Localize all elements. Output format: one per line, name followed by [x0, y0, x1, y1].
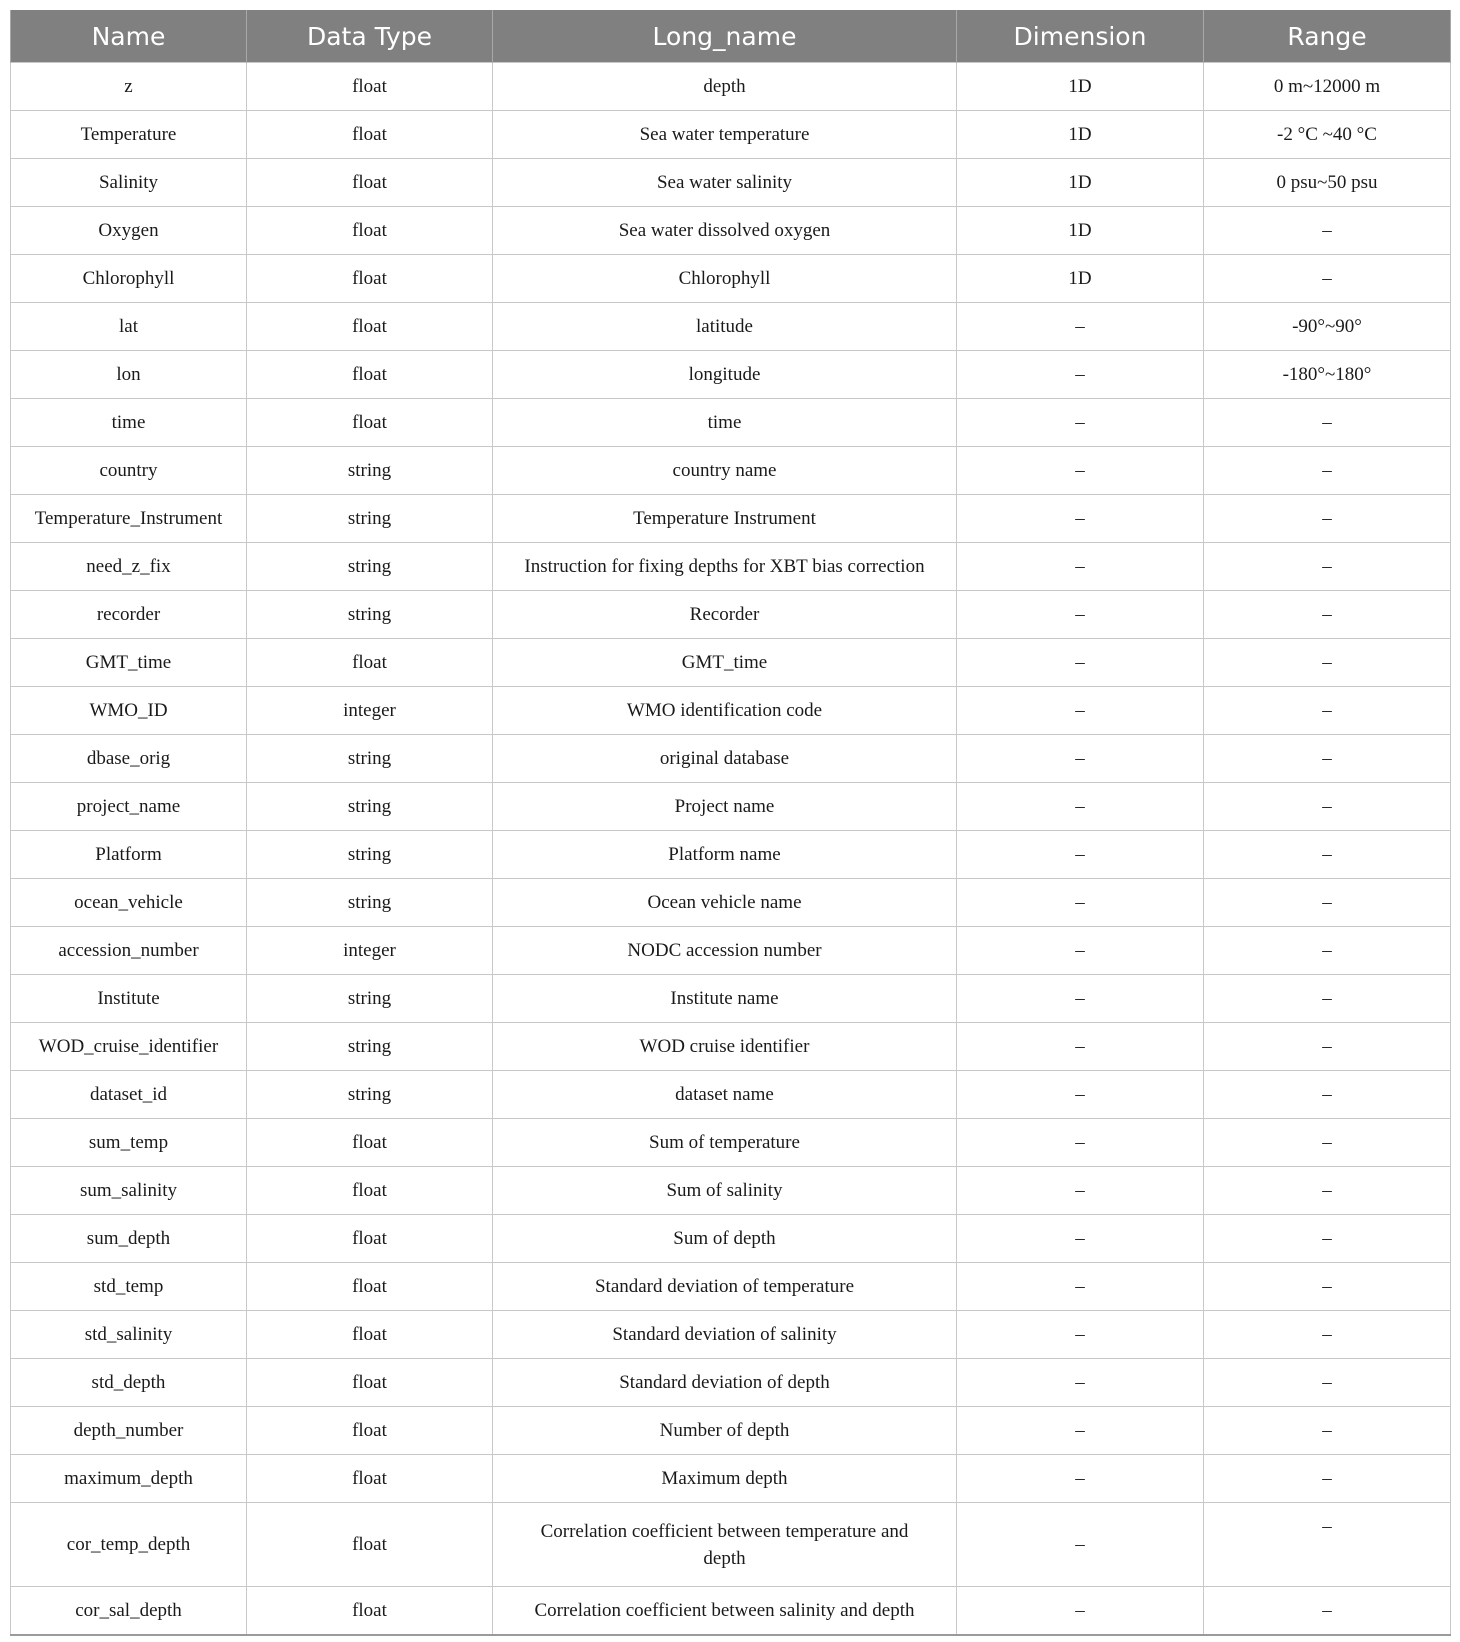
cell-name: Institute	[11, 975, 247, 1023]
table-row	[11, 255, 1451, 303]
cell-long-name: Institute name	[493, 975, 957, 1023]
table-row	[11, 399, 1451, 447]
cell-long-name: WMO identification code	[493, 687, 957, 735]
cell-range: 0 psu~50 psu	[1204, 159, 1451, 207]
cell-dimension: –	[957, 1503, 1204, 1587]
cell-dimension: –	[957, 1587, 1204, 1636]
cell-dimension: 1D	[957, 207, 1204, 255]
cell-range: –	[1204, 1071, 1451, 1119]
table-row	[11, 1311, 1451, 1359]
cell-dimension: –	[957, 1455, 1204, 1503]
table-row	[11, 1503, 1451, 1587]
cell-name: std_depth	[11, 1359, 247, 1407]
table-row	[11, 783, 1451, 831]
variable-table-container	[10, 10, 1450, 1636]
cell-range: –	[1204, 1167, 1451, 1215]
cell-name: sum_salinity	[11, 1167, 247, 1215]
cell-data-type: float	[247, 1311, 493, 1359]
cell-name: std_salinity	[11, 1311, 247, 1359]
cell-data-type: string	[247, 975, 493, 1023]
cell-dimension: 1D	[957, 159, 1204, 207]
table-row	[11, 351, 1451, 399]
header-dimension: Dimension	[957, 10, 1204, 63]
cell-name: Oxygen	[11, 207, 247, 255]
cell-dimension: –	[957, 447, 1204, 495]
cell-data-type: float	[247, 1119, 493, 1167]
header-row	[11, 10, 1451, 63]
cell-long-name: Sum of depth	[493, 1215, 957, 1263]
cell-range: –	[1204, 1503, 1451, 1587]
cell-long-name: depth	[493, 63, 957, 111]
cell-name: depth_number	[11, 1407, 247, 1455]
cell-range: –	[1204, 447, 1451, 495]
cell-long-name: Sum of salinity	[493, 1167, 957, 1215]
cell-data-type: float	[247, 1455, 493, 1503]
table-row	[11, 303, 1451, 351]
cell-data-type: float	[247, 399, 493, 447]
cell-long-name: Standard deviation of salinity	[493, 1311, 957, 1359]
cell-long-name: GMT_time	[493, 639, 957, 687]
cell-long-name: Sum of temperature	[493, 1119, 957, 1167]
cell-long-name: Correlation coefficient between salinity and depth	[493, 1587, 957, 1636]
cell-name: std_temp	[11, 1263, 247, 1311]
cell-data-type: string	[247, 495, 493, 543]
cell-range: -2 °C ~40 °C	[1204, 111, 1451, 159]
table-row	[11, 591, 1451, 639]
table-header	[11, 10, 1451, 63]
cell-data-type: string	[247, 735, 493, 783]
table-row	[11, 1023, 1451, 1071]
cell-dimension: –	[957, 1407, 1204, 1455]
cell-name: z	[11, 63, 247, 111]
cell-long-name: latitude	[493, 303, 957, 351]
table-row	[11, 1167, 1451, 1215]
table-row	[11, 1071, 1451, 1119]
table-body	[11, 63, 1451, 1636]
cell-data-type: float	[247, 351, 493, 399]
cell-long-name: Standard deviation of depth	[493, 1359, 957, 1407]
cell-name: cor_sal_depth	[11, 1587, 247, 1636]
cell-dimension: –	[957, 975, 1204, 1023]
cell-data-type: float	[247, 63, 493, 111]
cell-long-name: WOD cruise identifier	[493, 1023, 957, 1071]
table-row	[11, 1119, 1451, 1167]
cell-dimension: 1D	[957, 63, 1204, 111]
cell-long-name: Recorder	[493, 591, 957, 639]
cell-dimension: –	[957, 1215, 1204, 1263]
cell-range: –	[1204, 783, 1451, 831]
cell-range: -90°~90°	[1204, 303, 1451, 351]
cell-range: –	[1204, 543, 1451, 591]
table-row	[11, 111, 1451, 159]
table-row	[11, 735, 1451, 783]
cell-dimension: –	[957, 303, 1204, 351]
cell-dimension: –	[957, 1167, 1204, 1215]
table-row	[11, 1455, 1451, 1503]
cell-name: cor_temp_depth	[11, 1503, 247, 1587]
cell-range: –	[1204, 831, 1451, 879]
header-name: Name	[11, 10, 247, 63]
cell-dimension: –	[957, 351, 1204, 399]
cell-name: country	[11, 447, 247, 495]
cell-data-type: float	[247, 1503, 493, 1587]
cell-dimension: –	[957, 687, 1204, 735]
cell-data-type: string	[247, 591, 493, 639]
cell-name: sum_temp	[11, 1119, 247, 1167]
cell-dimension: –	[957, 1263, 1204, 1311]
cell-long-name: country name	[493, 447, 957, 495]
cell-long-name: Temperature Instrument	[493, 495, 957, 543]
cell-long-name: Maximum depth	[493, 1455, 957, 1503]
cell-range: –	[1204, 399, 1451, 447]
cell-long-name: Standard deviation of temperature	[493, 1263, 957, 1311]
table-row	[11, 495, 1451, 543]
cell-long-name: Sea water dissolved oxygen	[493, 207, 957, 255]
cell-name: GMT_time	[11, 639, 247, 687]
cell-data-type: float	[247, 207, 493, 255]
cell-data-type: float	[247, 639, 493, 687]
cell-data-type: float	[247, 1407, 493, 1455]
table-row	[11, 1263, 1451, 1311]
cell-data-type: float	[247, 111, 493, 159]
header-long-name: Long_name	[493, 10, 957, 63]
cell-dimension: 1D	[957, 111, 1204, 159]
cell-data-type: string	[247, 879, 493, 927]
cell-name: need_z_fix	[11, 543, 247, 591]
cell-name: time	[11, 399, 247, 447]
cell-name: lat	[11, 303, 247, 351]
cell-dimension: –	[957, 927, 1204, 975]
cell-name: Platform	[11, 831, 247, 879]
cell-name: lon	[11, 351, 247, 399]
cell-range: –	[1204, 879, 1451, 927]
cell-name: accession_number	[11, 927, 247, 975]
cell-dimension: –	[957, 1023, 1204, 1071]
table-row	[11, 63, 1451, 111]
cell-dimension: –	[957, 591, 1204, 639]
cell-data-type: float	[247, 1215, 493, 1263]
cell-long-name: Instruction for fixing depths for XBT bias correction	[493, 543, 957, 591]
cell-data-type: string	[247, 447, 493, 495]
table-row	[11, 975, 1451, 1023]
table-row	[11, 447, 1451, 495]
cell-range: –	[1204, 927, 1451, 975]
cell-name: WMO_ID	[11, 687, 247, 735]
cell-dimension: –	[957, 543, 1204, 591]
cell-long-name: time	[493, 399, 957, 447]
table-row	[11, 1407, 1451, 1455]
cell-long-name: Project name	[493, 783, 957, 831]
cell-name: project_name	[11, 783, 247, 831]
cell-name: WOD_cruise_identifier	[11, 1023, 247, 1071]
cell-data-type: float	[247, 1263, 493, 1311]
variable-table	[10, 10, 1451, 1636]
cell-dimension: –	[957, 1359, 1204, 1407]
cell-name: sum_depth	[11, 1215, 247, 1263]
cell-name: ocean_vehicle	[11, 879, 247, 927]
table-row	[11, 1587, 1451, 1636]
table-row	[11, 831, 1451, 879]
cell-long-name: Chlorophyll	[493, 255, 957, 303]
cell-dimension: –	[957, 1119, 1204, 1167]
cell-dimension: –	[957, 783, 1204, 831]
cell-data-type: string	[247, 783, 493, 831]
cell-range: –	[1204, 687, 1451, 735]
cell-range: –	[1204, 975, 1451, 1023]
table-row	[11, 207, 1451, 255]
cell-data-type: string	[247, 1071, 493, 1119]
cell-range: –	[1204, 591, 1451, 639]
cell-dimension: –	[957, 1071, 1204, 1119]
cell-data-type: string	[247, 831, 493, 879]
cell-data-type: string	[247, 543, 493, 591]
cell-name: dbase_orig	[11, 735, 247, 783]
cell-dimension: –	[957, 879, 1204, 927]
table-row	[11, 159, 1451, 207]
cell-range: -180°~180°	[1204, 351, 1451, 399]
cell-long-name: Platform name	[493, 831, 957, 879]
cell-dimension: –	[957, 735, 1204, 783]
cell-long-name: Sea water temperature	[493, 111, 957, 159]
cell-data-type: string	[247, 1023, 493, 1071]
cell-dimension: 1D	[957, 255, 1204, 303]
cell-range: –	[1204, 1359, 1451, 1407]
cell-name: recorder	[11, 591, 247, 639]
cell-dimension: –	[957, 1311, 1204, 1359]
cell-range: –	[1204, 1215, 1451, 1263]
cell-range: –	[1204, 639, 1451, 687]
cell-name: Temperature_Instrument	[11, 495, 247, 543]
cell-data-type: float	[247, 1167, 493, 1215]
header-data-type: Data Type	[247, 10, 493, 63]
header-range: Range	[1204, 10, 1451, 63]
cell-data-type: float	[247, 1587, 493, 1636]
cell-data-type: float	[247, 255, 493, 303]
cell-range: 0 m~12000 m	[1204, 63, 1451, 111]
cell-range: –	[1204, 1311, 1451, 1359]
cell-name: Temperature	[11, 111, 247, 159]
cell-long-name: Ocean vehicle name	[493, 879, 957, 927]
cell-range: –	[1204, 255, 1451, 303]
cell-data-type: integer	[247, 927, 493, 975]
table-row	[11, 543, 1451, 591]
cell-dimension: –	[957, 399, 1204, 447]
cell-long-name: Correlation coefficient between temperature and depth	[493, 1503, 957, 1587]
cell-long-name: original database	[493, 735, 957, 783]
cell-dimension: –	[957, 831, 1204, 879]
table-row	[11, 687, 1451, 735]
table-row	[11, 1359, 1451, 1407]
table-row	[11, 927, 1451, 975]
cell-long-name: NODC accession number	[493, 927, 957, 975]
cell-data-type: integer	[247, 687, 493, 735]
cell-name: Salinity	[11, 159, 247, 207]
cell-data-type: float	[247, 1359, 493, 1407]
cell-dimension: –	[957, 639, 1204, 687]
cell-range: –	[1204, 207, 1451, 255]
table-row	[11, 1215, 1451, 1263]
cell-long-name: dataset name	[493, 1071, 957, 1119]
cell-dimension: –	[957, 495, 1204, 543]
cell-range: –	[1204, 1455, 1451, 1503]
cell-range: –	[1204, 1587, 1451, 1636]
cell-range: –	[1204, 495, 1451, 543]
cell-long-name: Sea water salinity	[493, 159, 957, 207]
cell-range: –	[1204, 735, 1451, 783]
cell-long-name: Number of depth	[493, 1407, 957, 1455]
table-row	[11, 879, 1451, 927]
cell-data-type: float	[247, 159, 493, 207]
cell-name: Chlorophyll	[11, 255, 247, 303]
cell-name: dataset_id	[11, 1071, 247, 1119]
cell-name: maximum_depth	[11, 1455, 247, 1503]
cell-long-name: longitude	[493, 351, 957, 399]
cell-range: –	[1204, 1263, 1451, 1311]
cell-range: –	[1204, 1407, 1451, 1455]
cell-data-type: float	[247, 303, 493, 351]
cell-range: –	[1204, 1119, 1451, 1167]
table-row	[11, 639, 1451, 687]
cell-range: –	[1204, 1023, 1451, 1071]
